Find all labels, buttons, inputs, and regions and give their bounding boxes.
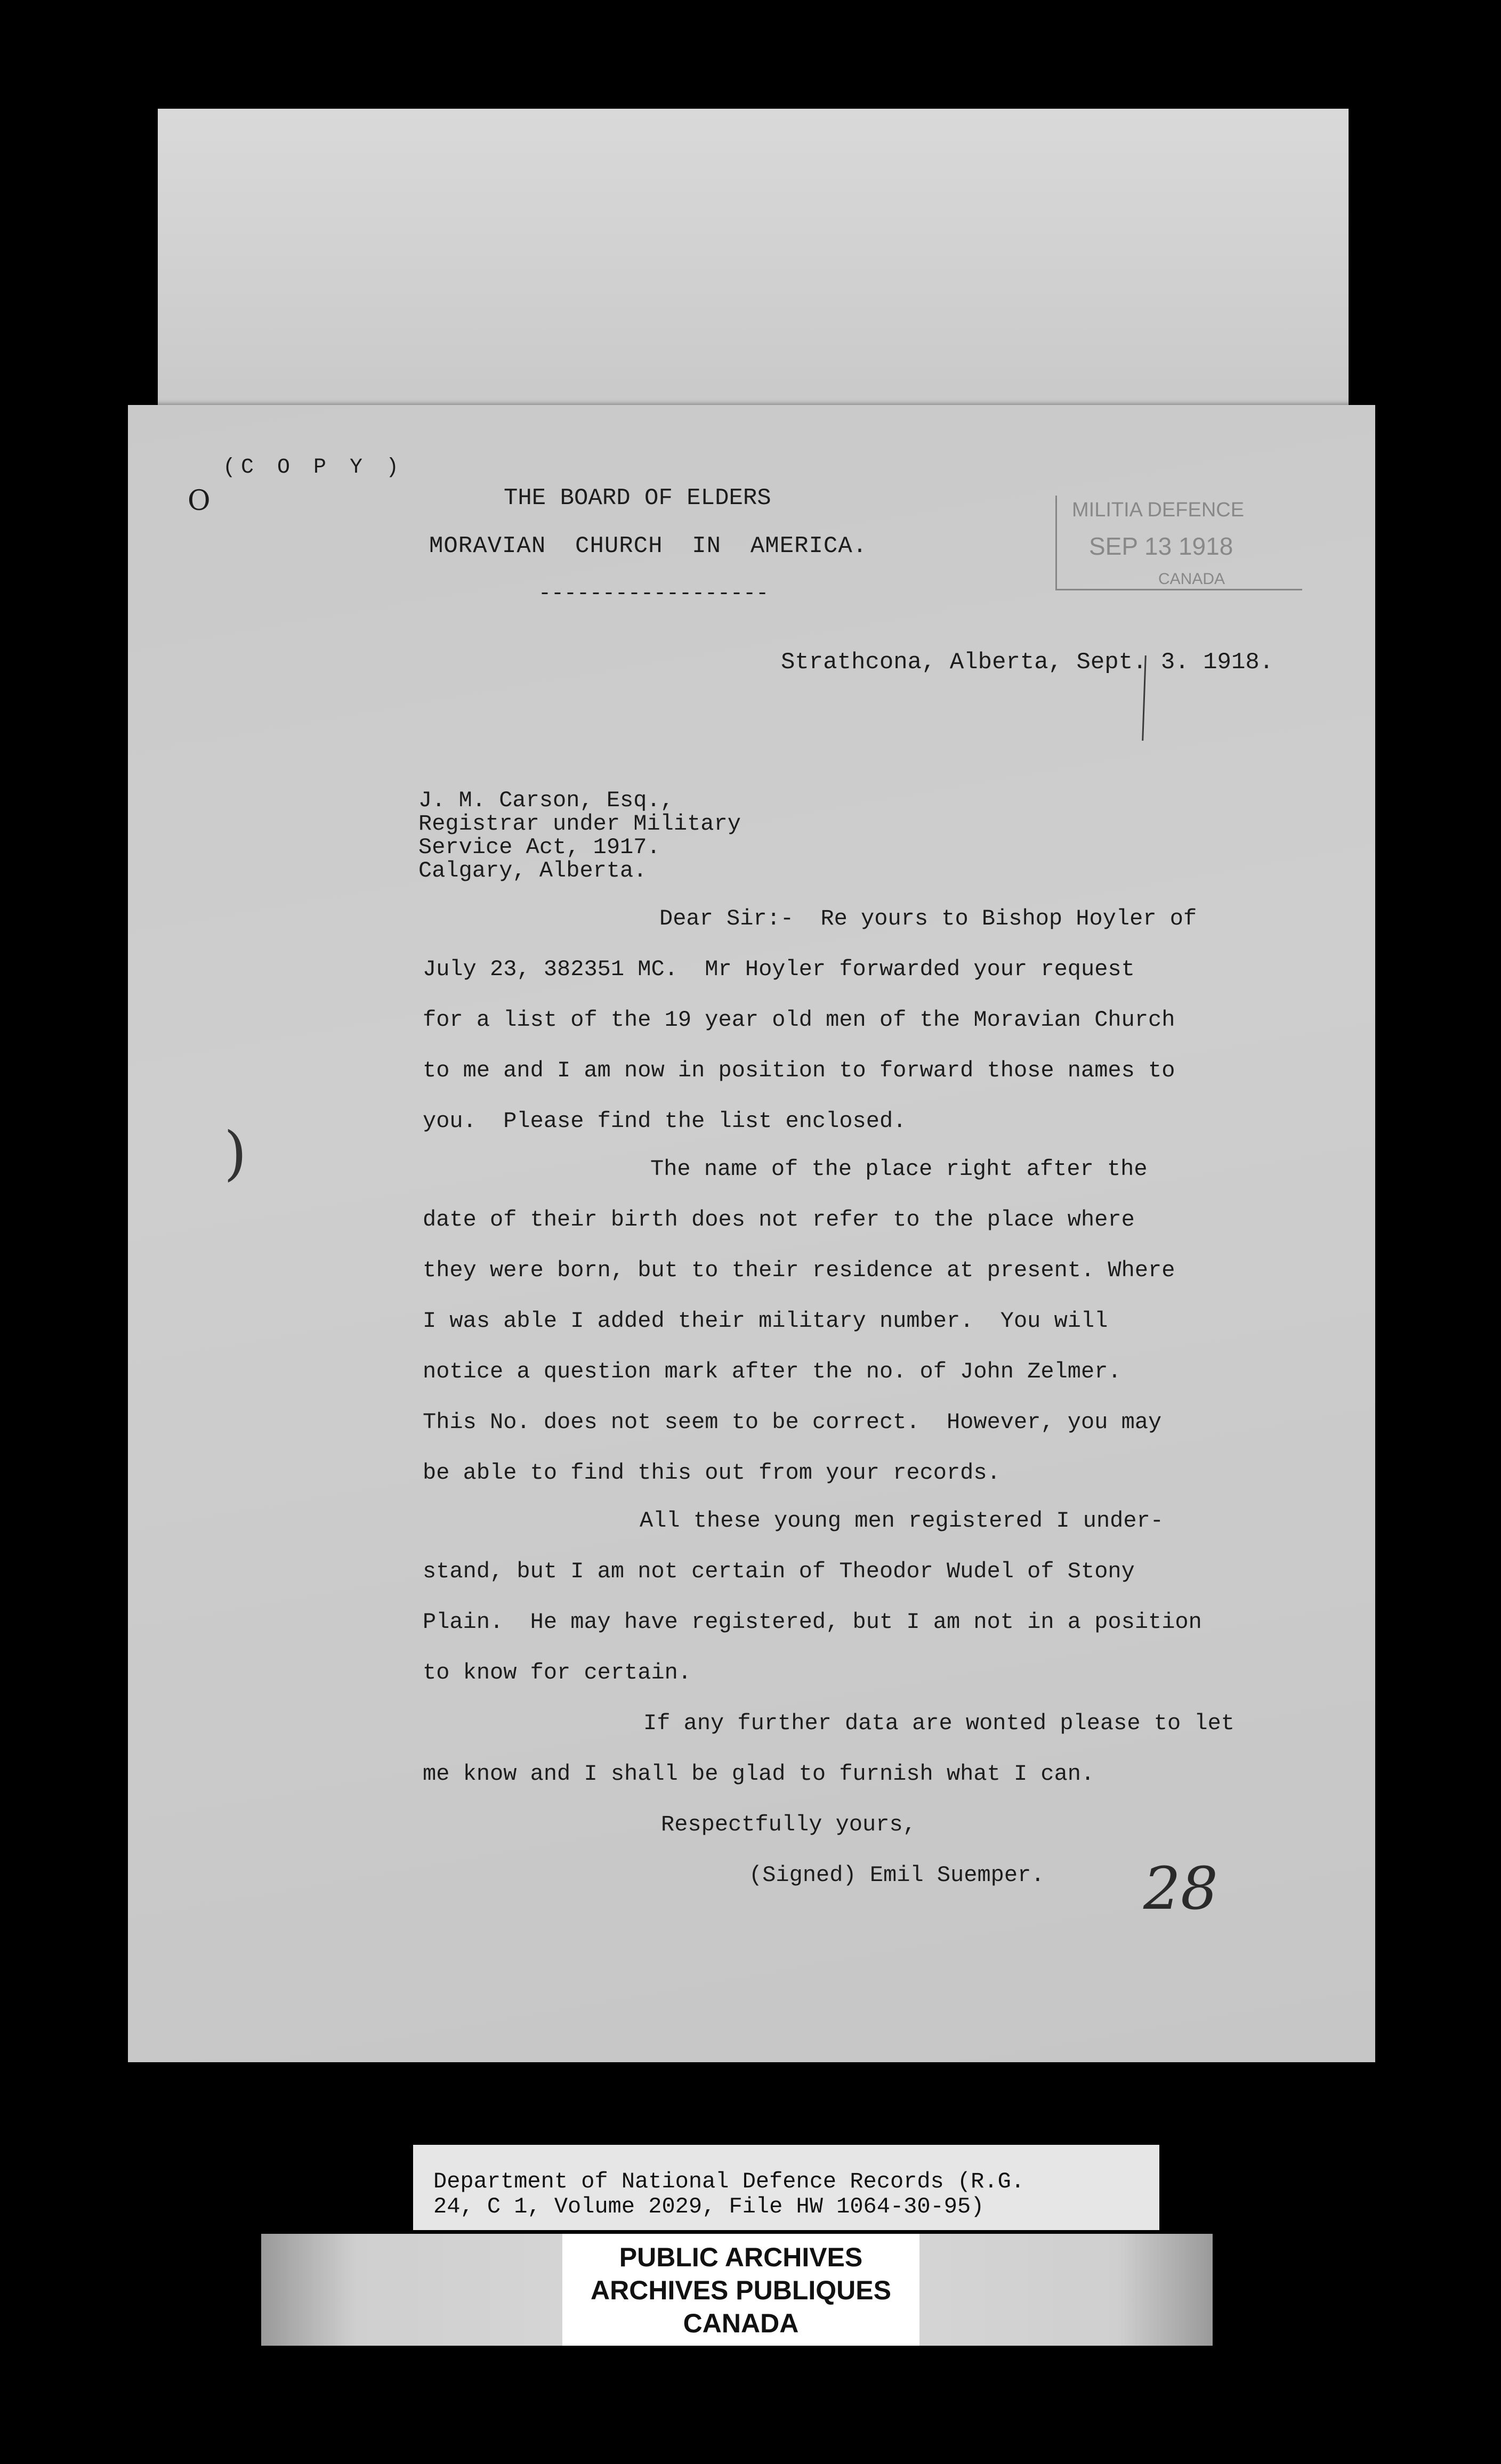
seal-line: CANADA bbox=[683, 2308, 799, 2338]
body-line: date of their birth does not refer to the place where bbox=[423, 1207, 1135, 1233]
seal-text-panel bbox=[562, 2234, 919, 2346]
letterhead-line-2: MORAVIAN CHURCH IN AMERICA. bbox=[429, 533, 868, 560]
public-archives-seal bbox=[261, 2234, 1213, 2346]
received-stamp bbox=[1055, 496, 1302, 590]
margin-bracket-mark: ) bbox=[224, 1119, 247, 1187]
dateline: Strathcona, Alberta, Sept. 3. 1918. bbox=[781, 649, 1274, 676]
margin-circle-mark: O bbox=[188, 485, 211, 517]
body-line: stand, but I am not certain of Theodor Wudel of Stony bbox=[423, 1559, 1135, 1584]
copy-mark: (C O P Y ) bbox=[223, 456, 405, 480]
body-line: notice a question mark after the no. of John Zelmer. bbox=[423, 1359, 1121, 1384]
signature: (Signed) Emil Suemper. bbox=[749, 1862, 1045, 1888]
stamp-date: SEP 13 1918 bbox=[1089, 532, 1233, 560]
address-line: Registrar under Military bbox=[418, 811, 741, 837]
letter-page bbox=[128, 405, 1375, 2062]
body-line: to me and I am now in position to forward those names to bbox=[423, 1058, 1175, 1083]
body-line: me know and I shall be glad to furnish what I can. bbox=[423, 1761, 1095, 1787]
body-line: If any further data are wonted please to let bbox=[643, 1711, 1234, 1736]
body-line: Dear Sir:- Re yours to Bishop Hoyler of bbox=[659, 906, 1197, 931]
handwritten-page-number: 28 bbox=[1143, 1854, 1218, 1923]
body-line: to know for certain. bbox=[423, 1660, 692, 1685]
archive-reference-line: 24, C 1, Volume 2029, File HW 1064-30-95) bbox=[433, 2194, 984, 2219]
closing: Respectfully yours, bbox=[661, 1812, 916, 1837]
address-line: J. M. Carson, Esq., bbox=[418, 788, 674, 813]
body-line: you. Please find the list enclosed. bbox=[423, 1108, 907, 1134]
body-line: This No. does not seem to be correct. However, you may bbox=[423, 1409, 1162, 1435]
letterhead-rule: ------------------ bbox=[538, 582, 769, 606]
body-line: The name of the place right after the bbox=[650, 1156, 1148, 1182]
seal-line: PUBLIC ARCHIVES bbox=[619, 2242, 863, 2272]
archive-reference-line: Department of National Defence Records (R.G. bbox=[433, 2169, 1024, 2194]
stamp-country: CANADA bbox=[1158, 570, 1225, 588]
letterhead-line-1: THE BOARD OF ELDERS bbox=[504, 485, 771, 512]
body-line: they were born, but to their residence at present. Where bbox=[423, 1258, 1175, 1283]
archive-reference-label bbox=[413, 2145, 1159, 2230]
body-line: be able to find this out from your records. bbox=[423, 1460, 1000, 1486]
seal-line: ARCHIVES PUBLIQUES bbox=[591, 2275, 891, 2305]
body-line: July 23, 382351 MC. Mr Hoyler forwarded your request bbox=[423, 957, 1135, 982]
body-line: I was able I added their military number. You will bbox=[423, 1308, 1108, 1334]
body-line: All these young men registered I under- bbox=[640, 1508, 1164, 1534]
address-line: Service Act, 1917. bbox=[418, 834, 660, 860]
back-sheet bbox=[158, 109, 1349, 428]
stamp-department: MILITIA DEFENCE bbox=[1072, 499, 1245, 521]
body-line: for a list of the 19 year old men of the Moravian Church bbox=[423, 1007, 1175, 1033]
address-line: Calgary, Alberta. bbox=[418, 858, 647, 884]
body-line: Plain. He may have registered, but I am not in a position bbox=[423, 1609, 1202, 1635]
